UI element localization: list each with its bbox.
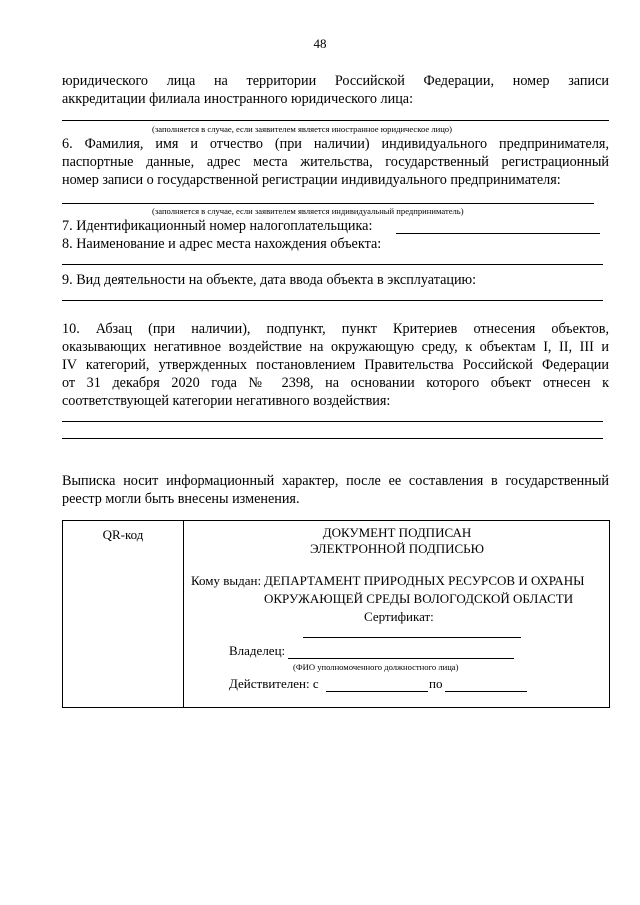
qr-code-label: QR-код — [102, 527, 144, 542]
fill-line-activity — [62, 300, 603, 301]
stamp-title-1: ДОКУМЕНТ ПОДПИСАН — [322, 525, 472, 540]
item-6-line-2: паспортные данные, адрес места жительства, государственный регистрационный — [62, 154, 609, 170]
intro-line-1: юридического лица на территории Российской Федерации, номер записи — [62, 73, 609, 89]
e-signature-stamp — [62, 520, 610, 708]
valid-from-fill-line — [326, 691, 428, 692]
item-10-line-1: 10. Абзац (при наличии), подпункт, пункт Критериев отнесения объектов, — [62, 321, 609, 337]
issued-to-label: Кому выдан: — [191, 573, 262, 588]
page-number: 48 — [313, 36, 327, 51]
valid-from-label: Действителен: с — [229, 676, 319, 691]
fill-line-criteria-2 — [62, 438, 603, 439]
owner-fill-line — [288, 658, 514, 659]
valid-to-label: по — [429, 676, 443, 691]
item-9-activity: 9. Вид деятельности на объекте, дата ввода объекта в эксплуатацию: — [62, 272, 477, 288]
fill-line-object-address — [62, 264, 603, 265]
item-6-line-3: номер записи о государственной регистрации индивидуального предпринимателя: — [62, 172, 561, 188]
valid-to-fill-line — [445, 691, 527, 692]
fill-line-criteria-1 — [62, 421, 603, 422]
item-8-object-address: 8. Наименование и адрес места нахождения объекта: — [62, 236, 382, 252]
owner-label: Владелец: — [229, 643, 286, 658]
fill-line-inn — [396, 233, 600, 234]
issued-to-line-2: ОКРУЖАЮЩЕЙ СРЕДЫ ВОЛОГОДСКОЙ ОБЛАСТИ — [264, 591, 574, 606]
item-10-line-5: соответствующей категории негативного воздействия: — [62, 393, 391, 409]
note-foreign-entity: (заполняется в случае, если заявителем является иностранное юридическое лицо) — [152, 124, 452, 134]
fill-line-entrepreneur — [62, 203, 594, 204]
disclaimer-line-1: Выписка носит информационный характер, после ее составления в государственный — [62, 473, 609, 489]
certificate-label: Сертификат: — [364, 609, 434, 624]
item-6-line-1: 6. Фамилия, имя и отчество (при наличии) индивидуального предпринимателя, — [62, 136, 609, 152]
owner-note: (ФИО уполномоченного должностного лица) — [293, 662, 459, 672]
intro-line-2: аккредитации филиала иностранного юридического лица: — [62, 91, 414, 107]
issued-to-line-1: ДЕПАРТАМЕНТ ПРИРОДНЫХ РЕСУРСОВ И ОХРАНЫ — [264, 573, 585, 588]
disclaimer-line-2: реестр могли быть внесены изменения. — [62, 491, 300, 507]
item-10-line-2: оказывающих негативное воздействие на окружающую среду, к объектам I, II, III и — [62, 339, 609, 355]
fill-line-accreditation — [62, 120, 609, 121]
item-10-line-3: IV категорий, утвержденных постановлением Правительства Российской Федерации — [62, 357, 609, 373]
note-individual-entrepreneur: (заполняется в случае, если заявителем является индивидуальный предприниматель) — [152, 206, 464, 216]
certificate-fill-line — [303, 637, 521, 638]
item-10-line-4: от 31 декабря 2020 года № 2398, на основании которого объект отнесен к — [62, 375, 609, 391]
item-7-inn: 7. Идентификационный номер налогоплательщика: — [62, 218, 373, 234]
stamp-title-2: ЭЛЕКТРОННОЙ ПОДПИСЬЮ — [310, 541, 484, 556]
